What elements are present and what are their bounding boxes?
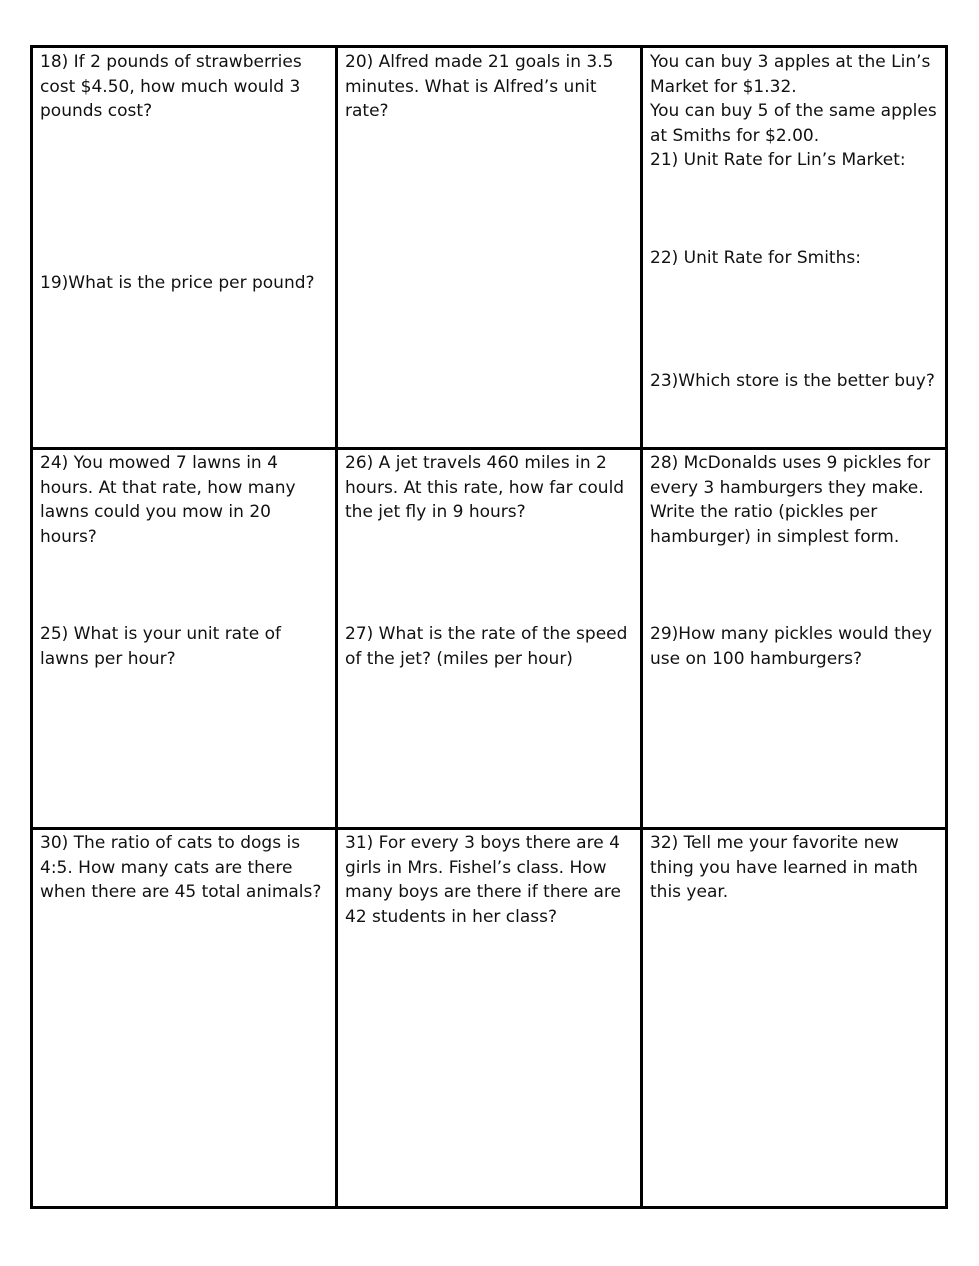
question-28: 28) McDonalds uses 9 pickles for every 3 hamburgers they make. Write the ratio (pickles per hamburger) in simplest form.: [650, 453, 931, 547]
question-23: 23)Which store is the better buy?: [650, 371, 935, 391]
row-divider: [33, 447, 945, 450]
question-20: 20) Alfred made 21 goals in 3.5 minutes. What is Alfred’s unit rate?: [345, 52, 614, 121]
question-30: 30) The ratio of cats to dogs is 4:5. How many cats are there when there are 45 total animals?: [40, 833, 322, 902]
apples-intro-question-21: You can buy 3 apples at the Lin’s Market for $1.32. You can buy 5 of the same apples at Smiths for $2.00. 21) Unit Rate for Lin’s Market:: [650, 52, 937, 170]
question-27: 27) What is the rate of the speed of the jet? (miles per hour): [345, 624, 628, 669]
question-25: 25) What is your unit rate of lawns per hour?: [40, 624, 282, 669]
question-18: 18) If 2 pounds of strawberries cost $4.50, how much would 3 pounds cost?: [40, 52, 302, 121]
question-19: 19)What is the price per pound?: [40, 273, 315, 293]
column-divider: [640, 48, 643, 1206]
question-22: 22) Unit Rate for Smiths:: [650, 248, 861, 268]
row-divider: [33, 827, 945, 830]
question-32: 32) Tell me your favorite new thing you have learned in math this year.: [650, 833, 918, 902]
column-divider: [335, 48, 338, 1206]
question-31: 31) For every 3 boys there are 4 girls in Mrs. Fishel’s class. How many boys are there if there are 42 students in her class?: [345, 833, 621, 927]
question-26: 26) A jet travels 460 miles in 2 hours. At this rate, how far could the jet fly in 9 hours?: [345, 453, 625, 522]
question-24: 24) You mowed 7 lawns in 4 hours. At that rate, how many lawns could you mow in 20 hours?: [40, 453, 296, 547]
question-29: 29)How many pickles would they use on 100 hamburgers?: [650, 624, 933, 669]
